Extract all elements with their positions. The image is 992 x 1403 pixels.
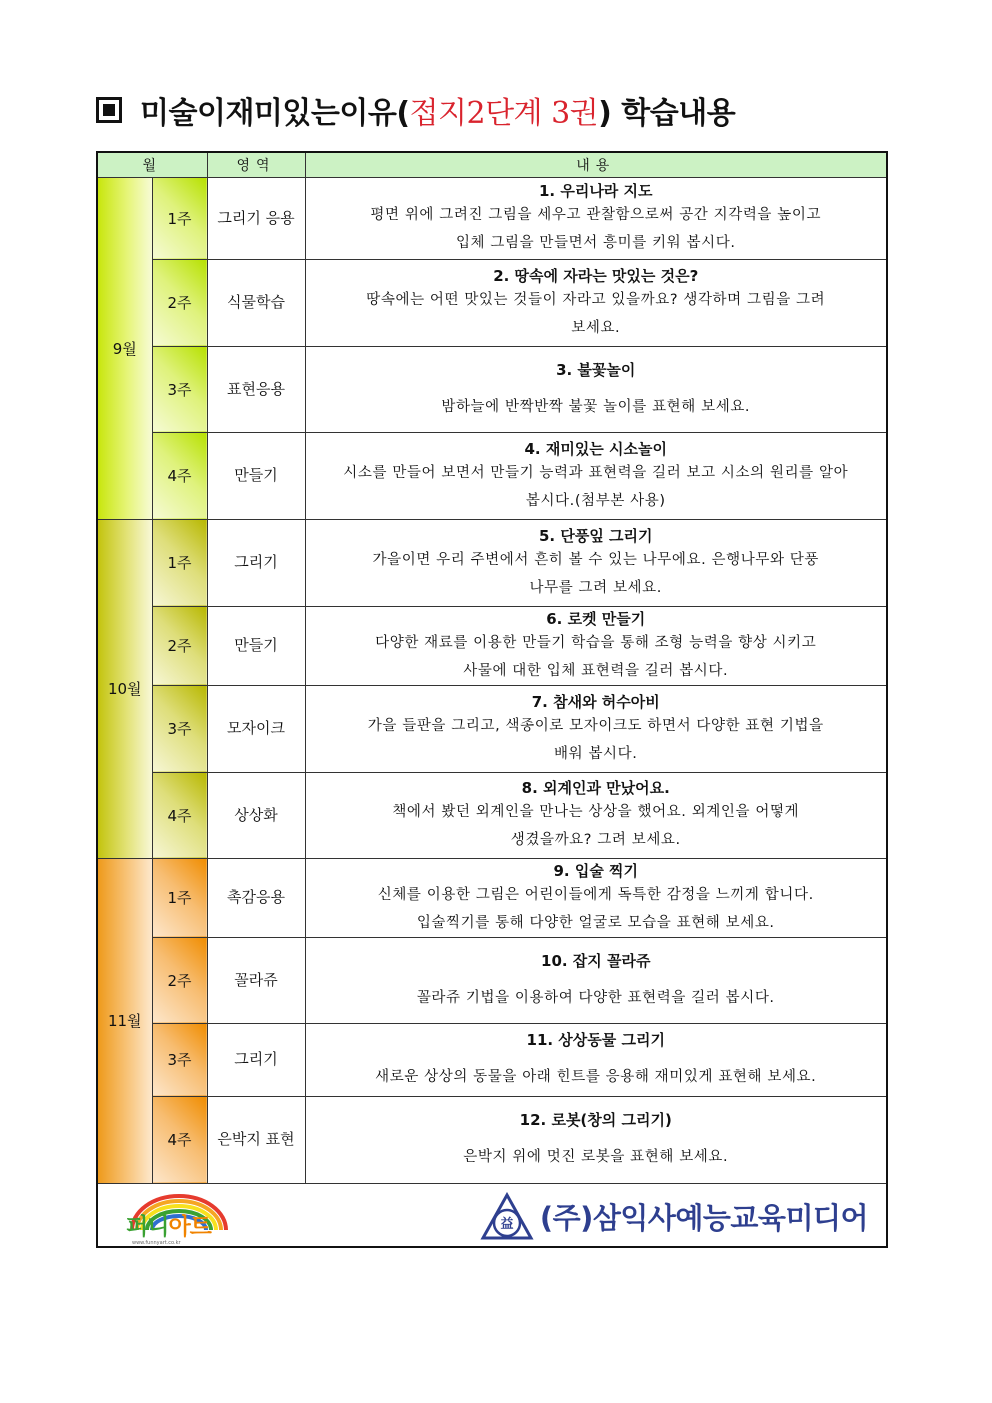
lesson-title: 9. 입술 찍기	[553, 861, 639, 880]
lesson-title: 2. 땅속에 자라는 맛있는 것은?	[493, 266, 699, 285]
footer-cell	[97, 1183, 887, 1247]
table-row	[97, 259, 887, 346]
lesson-description-line: 가을 들판을 그리고, 색종이로 모자이크도 하면서 다양한 표현 기법을	[367, 717, 824, 734]
content-cell	[305, 177, 887, 259]
lesson-title: 7. 참새와 허수아비	[531, 692, 660, 711]
area-cell: 식물학습	[207, 259, 305, 346]
table-row	[97, 1096, 887, 1183]
content-cell	[305, 432, 887, 519]
title-square-icon	[96, 97, 122, 123]
week-cell: 4주	[152, 772, 207, 858]
content-cell	[305, 858, 887, 937]
page-title	[96, 88, 735, 132]
title-book-label: 접지2단계 3권	[409, 96, 599, 131]
month-cell: 9월	[97, 177, 152, 519]
content-cell	[305, 1023, 887, 1096]
area-cell: 표현응용	[207, 346, 305, 432]
header-month: 월	[97, 152, 207, 177]
table-header-row	[97, 152, 887, 177]
lesson-description-line: 다양한 재료를 이용한 만들기 학습을 통해 조형 능력을 향상 시키고	[375, 634, 817, 651]
header-area: 영역	[207, 152, 305, 177]
emblem-char: 益	[500, 1216, 514, 1232]
table-row	[97, 937, 887, 1023]
area-cell: 은박지 표현	[207, 1096, 305, 1183]
lesson-title: 4. 재미있는 시소놀이	[524, 439, 667, 458]
table-row	[97, 685, 887, 772]
lesson-title: 3. 불꽃놀이	[556, 360, 636, 379]
table-row	[97, 519, 887, 606]
lesson-description-line: 밤하늘에 반짝반짝 불꽃 놀이를 표현해 보세요.	[441, 398, 751, 415]
table-row	[97, 1023, 887, 1096]
table-row	[97, 432, 887, 519]
lesson-description-line: 배워 봅시다.	[554, 745, 638, 762]
week-cell: 3주	[152, 685, 207, 772]
lesson-title: 8. 외계인과 만났어요.	[521, 779, 670, 797]
area-cell: 꼴라쥬	[207, 937, 305, 1023]
lesson-description-line: 땅속에는 어떤 맛있는 것들이 자라고 있을까요? 생각하며 그림을 그려	[366, 291, 826, 308]
table-row	[97, 177, 887, 259]
week-cell: 3주	[152, 1023, 207, 1096]
area-cell: 만들기	[207, 606, 305, 685]
area-cell: 모자이크	[207, 685, 305, 772]
header-content: 내용	[305, 152, 887, 177]
week-cell: 3주	[152, 346, 207, 432]
lesson-title: 6. 로켓 만들기	[546, 609, 646, 628]
week-cell: 4주	[152, 432, 207, 519]
funnyart-wordmark	[126, 1211, 211, 1239]
content-cell	[305, 346, 887, 432]
month-cell: 10월	[97, 519, 152, 858]
table-row	[97, 772, 887, 858]
week-cell: 1주	[152, 519, 207, 606]
lesson-description-line: 시소를 만들어 보면서 만들기 능력과 표현력을 길러 보고 시소의 원리를 알아	[343, 464, 849, 481]
lesson-description-line: 신체를 이용한 그림은 어린이들에게 독특한 감정을 느끼게 합니다.	[377, 886, 814, 903]
lesson-description-line: 책에서 봤던 외계인을 만나는 상상을 했어요. 외계인을 어떻게	[392, 804, 800, 820]
week-cell: 4주	[152, 1096, 207, 1183]
lesson-description-line: 생겼을까요? 그려 보세요.	[510, 832, 681, 848]
area-cell: 그리기	[207, 519, 305, 606]
table-row	[97, 346, 887, 432]
week-cell: 2주	[152, 937, 207, 1023]
lesson-description-line: 나무를 그려 보세요.	[529, 579, 662, 596]
week-cell: 1주	[152, 858, 207, 937]
lesson-description-line: 보세요.	[571, 319, 621, 336]
content-cell	[305, 937, 887, 1023]
logo-text-b: 아트	[168, 1214, 211, 1240]
area-cell: 그리기 응용	[207, 177, 305, 259]
curriculum-table	[96, 151, 888, 1248]
lesson-description-line: 새로운 상상의 동물을 아래 힌트를 응용해 재미있게 표현해 보세요.	[375, 1069, 817, 1085]
table-row	[97, 606, 887, 685]
logo-text-a: 퍼니	[126, 1214, 169, 1240]
lesson-title: 10. 잡지 꼴라쥬	[541, 951, 651, 970]
area-cell: 상상화	[207, 772, 305, 858]
lesson-title: 12. 로봇(창의 그리기)	[519, 1111, 672, 1129]
content-cell	[305, 259, 887, 346]
lesson-title: 5. 단풍잎 그리기	[538, 526, 653, 545]
week-cell: 2주	[152, 606, 207, 685]
content-cell	[305, 772, 887, 858]
content-cell	[305, 606, 887, 685]
lesson-description-line: 입술찍기를 통해 다양한 얼굴로 모습을 표현해 보세요.	[416, 914, 775, 931]
lesson-description-line: 사물에 대한 입체 표현력을 길러 봅시다.	[463, 662, 729, 679]
lesson-title: 1. 우리나라 지도	[538, 182, 653, 200]
area-cell: 그리기	[207, 1023, 305, 1096]
lesson-description-line: 봅시다.(첨부본 사용)	[525, 492, 666, 509]
content-cell	[305, 1096, 887, 1183]
company-name: (주)삼익사예능교육미디어	[539, 1201, 868, 1235]
content-cell	[305, 519, 887, 606]
lesson-description-line: 꼴라쥬 기법을 이용하여 다양한 표현력을 길러 봅시다.	[416, 989, 775, 1006]
lesson-description-line: 평면 위에 그려진 그림을 세우고 관찰함으로써 공간 지각력을 높이고	[370, 207, 822, 223]
footer-row	[97, 1183, 887, 1247]
lesson-title: 11. 상상동물 그리기	[526, 1031, 665, 1049]
company-logo	[480, 1192, 868, 1242]
logo-url: www.funnyart.co.kr	[132, 1239, 181, 1246]
month-cell: 11월	[97, 858, 152, 1183]
triangle-emblem-icon	[480, 1192, 534, 1242]
lesson-description-line: 가을이면 우리 주변에서 흔히 볼 수 있는 나무에요. 은행나무와 단풍	[372, 551, 819, 568]
funnyart-logo	[118, 1190, 242, 1246]
table-row	[97, 858, 887, 937]
title-suffix: ) 학습내용	[598, 96, 736, 131]
content-cell	[305, 685, 887, 772]
lesson-description-line: 입체 그림을 만들면서 흥미를 키워 봅시다.	[455, 235, 736, 251]
area-cell: 만들기	[207, 432, 305, 519]
area-cell: 촉감응용	[207, 858, 305, 937]
week-cell: 1주	[152, 177, 207, 259]
title-prefix: 미술이재미있는이유(	[140, 96, 410, 131]
week-cell: 2주	[152, 259, 207, 346]
lesson-description-line: 은박지 위에 멋진 로봇을 표현해 보세요.	[463, 1149, 729, 1165]
